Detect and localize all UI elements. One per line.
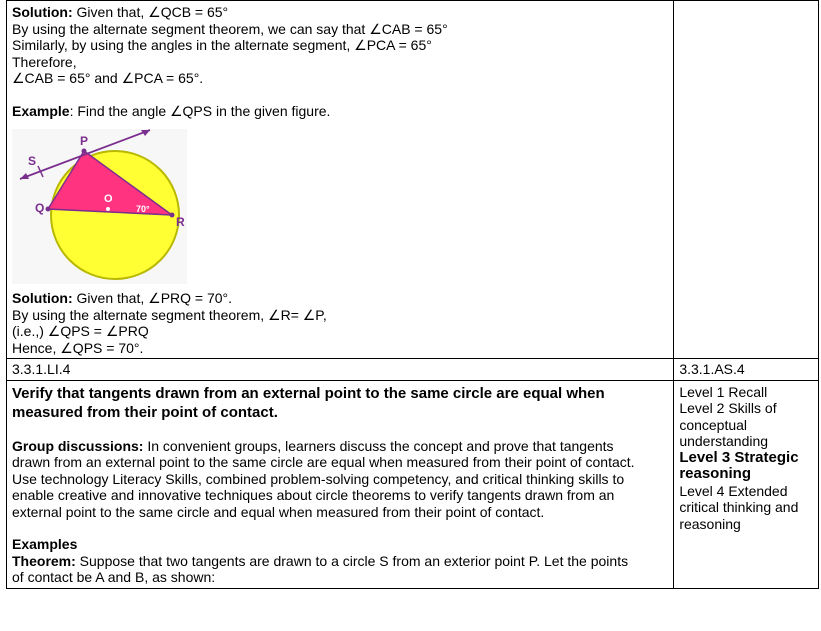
examples-heading: Examples bbox=[12, 536, 78, 552]
solution-1-line-4: Therefore, bbox=[12, 53, 77, 70]
indicator-heading-line-2: measured from their point of contact. bbox=[12, 403, 278, 421]
content-row-top bbox=[7, 1, 819, 359]
assessment-levels-cell bbox=[674, 380, 819, 588]
level-2-line-1: Level 2 Skills of bbox=[679, 400, 777, 416]
level-2-line-3: understanding bbox=[679, 433, 769, 449]
solution-2-given: Solution: Given that, ∠PRQ = 70°. bbox=[12, 290, 233, 306]
group-discussion-line-5: external point to the same circle and equal when measured from their point of contact. bbox=[12, 503, 545, 520]
figure-svg bbox=[12, 129, 187, 284]
solution-1-line-5: ∠CAB = 65° and ∠PCA = 65°. bbox=[12, 70, 204, 86]
label-r: R bbox=[176, 215, 185, 229]
example-prompt: Example: Find the angle ∠QPS in the given figure. bbox=[12, 102, 331, 119]
solution-2-line-4: Hence, ∠QPS = 70°. bbox=[12, 339, 144, 356]
assessment-ref: 3.3.1.AS.4 bbox=[674, 359, 819, 381]
theorem-line-2: of contact be A and B, as shown: bbox=[12, 569, 216, 585]
level-4-line-2: critical thinking and bbox=[679, 499, 799, 515]
top-main-cell bbox=[7, 1, 674, 359]
reference-row bbox=[7, 359, 819, 381]
group-discussion-line-3: Use technology Literacy Skills, combined problem-solving competency, and critical thinking skills to bbox=[12, 470, 625, 487]
solution-1-given: Solution: Given that, ∠QCB = 65° bbox=[12, 4, 229, 20]
top-side-cell bbox=[674, 1, 819, 359]
level-3-line-2: reasoning bbox=[679, 465, 751, 482]
solution-2-line-3: (i.e.,) ∠QPS = ∠PRQ bbox=[12, 323, 149, 339]
point-r-dot bbox=[170, 213, 175, 218]
center-o-dot bbox=[106, 207, 110, 211]
label-p: P bbox=[80, 134, 89, 148]
main-content-cell bbox=[7, 380, 674, 588]
angle-label: 70° bbox=[136, 204, 150, 214]
point-q-dot bbox=[46, 207, 51, 212]
label-o: O bbox=[104, 193, 113, 205]
group-discussion-line-4: enable creative and innovative techniques about circle theorems to verify tangents drawn from an bbox=[12, 487, 615, 503]
group-discussion-line-1: Group discussions: In convenient groups, learners discuss the concept and prove that tangents bbox=[12, 437, 614, 454]
spacer bbox=[12, 87, 668, 103]
circle-tangent-figure bbox=[12, 129, 187, 284]
spacer bbox=[12, 422, 668, 438]
group-discussion-line-2: drawn from an external point to the same circle are equal when measured from their point of contact. bbox=[12, 454, 635, 470]
label-q: Q bbox=[35, 201, 45, 215]
lesson-table bbox=[6, 0, 819, 589]
spacer bbox=[12, 520, 668, 536]
level-3-line-1: Level 3 Strategic bbox=[679, 448, 799, 466]
indicator-ref: 3.3.1.LI.4 bbox=[7, 359, 674, 381]
solution-2-line-2: By using the alternate segment theorem, ∠R= ∠P, bbox=[12, 306, 327, 323]
theorem-line-1: Theorem: Suppose that two tangents are drawn to a circle S from an exterior point P. Let the points bbox=[12, 552, 629, 569]
content-row-main bbox=[7, 380, 819, 588]
point-p-dot bbox=[82, 149, 87, 154]
solution-1-line-3: Similarly, by using the angles in the alternate segment, ∠PCA = 65° bbox=[12, 37, 432, 53]
level-4-line-3: reasoning bbox=[679, 515, 741, 532]
level-4-line-1: Level 4 Extended bbox=[679, 482, 788, 499]
level-2-line-2: conceptual bbox=[679, 416, 748, 433]
label-s: S bbox=[28, 154, 37, 168]
indicator-heading-line-1: Verify that tangents drawn from an external point to the same circle are equal when bbox=[12, 384, 605, 402]
solution-1-line-2: By using the alternate segment theorem, we can say that ∠CAB = 65° bbox=[12, 20, 448, 37]
level-1: Level 1 Recall bbox=[679, 383, 768, 400]
